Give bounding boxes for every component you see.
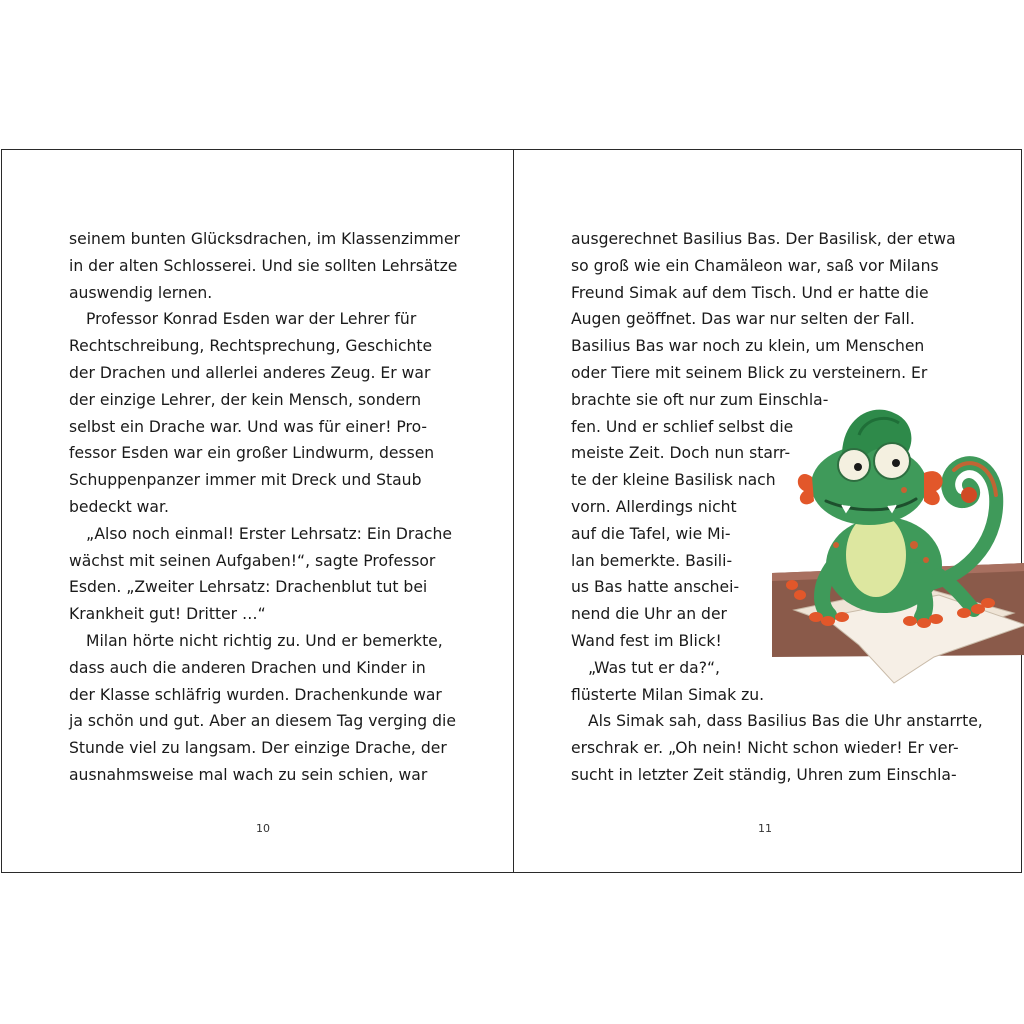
basilisk-illustration <box>764 395 1024 685</box>
text-line: Wand fest im Blick! <box>571 631 722 650</box>
text-line: vorn. Allerdings nicht <box>571 497 737 516</box>
left-page-text <box>69 226 460 789</box>
text-line: Augen geöffnet. Das war nur selten der Fall. <box>571 310 915 329</box>
text-line: fen. Und er schlief selbst die <box>571 417 794 436</box>
left-eye <box>838 449 870 481</box>
text-line: Freund Simak auf dem Tisch. Und er hatte die <box>571 283 929 302</box>
right-page <box>514 150 1023 872</box>
text-line: Schuppenpanzer immer mit Dreck und Staub <box>69 471 422 490</box>
text-line: „Was tut er da?“, <box>588 658 721 677</box>
right-frill <box>924 471 943 505</box>
text-line: seinem bunten Glücksdrachen, im Klassenzimmer <box>69 230 460 248</box>
text-line: flüsterte Milan Simak zu. <box>571 685 765 704</box>
text-line: erschrak er. „Oh nein! Nicht schon wieder! Er ver- <box>571 739 959 758</box>
text-line: Esden. „Zweiter Lehrsatz: Drachenblut tut bei <box>69 578 428 597</box>
text-line: so groß wie ein Chamäleon war, saß vor Milans <box>571 256 939 275</box>
belly <box>846 513 906 597</box>
text-line: der Drachen und allerlei anderes Zeug. Er war <box>69 363 431 382</box>
tail-tip <box>961 487 977 503</box>
text-line: ausnahmsweise mal wach zu sein schien, war <box>69 765 428 784</box>
text-line: dass auch die anderen Drachen und Kinder in <box>69 658 426 677</box>
text-line: auswendig lernen. <box>69 283 213 302</box>
text-line: in der alten Schlosserei. Und sie sollten Lehrsätze <box>69 256 458 275</box>
text-line: brachte sie oft nur zum Einschla- <box>571 390 829 409</box>
text-line: lan bemerkte. Basili- <box>571 551 733 570</box>
page-number: 11 <box>758 822 772 835</box>
text-line: fessor Esden war ein großer Lindwurm, dessen <box>69 444 435 463</box>
text-line: „Also noch einmal! Erster Lehrsatz: Ein Drache <box>86 524 452 543</box>
text-line: Stunde viel zu langsam. Der einzige Drache, der <box>69 739 447 758</box>
text-line: der Klasse schläfrig wurden. Drachenkunde war <box>69 685 442 704</box>
left-frill <box>798 474 814 504</box>
text-line: te der kleine Basilisk nach <box>571 471 776 490</box>
text-line: ausgerechnet Basilius Bas. Der Basilisk, der etwa <box>571 230 956 248</box>
text-line: wächst mit seinen Aufgaben!“, sagte Professor <box>69 551 436 570</box>
page-number: 10 <box>256 822 270 835</box>
text-line: oder Tiere mit seinem Blick zu versteinern. Er <box>571 363 928 382</box>
text-line: auf die Tafel, wie Mi- <box>571 524 731 543</box>
text-line: Milan hörte nicht richtig zu. Und er bemerkte, <box>86 631 443 650</box>
text-line: us Bas hatte anschei- <box>571 578 740 597</box>
text-line: nend die Uhr an der <box>571 605 727 624</box>
text-line: Als Simak sah, dass Basilius Bas die Uhr anstarrte, <box>588 712 983 731</box>
text-line: der einzige Lehrer, der kein Mensch, sondern <box>69 390 422 409</box>
text-line: Rechtschreibung, Rechtsprechung, Geschichte <box>69 337 433 356</box>
text-line: Professor Konrad Esden war der Lehrer für <box>86 310 417 329</box>
left-page <box>2 150 513 872</box>
text-line: ja schön und gut. Aber an diesem Tag verging die <box>69 712 456 731</box>
text-line: sucht in letzter Zeit ständig, Uhren zum Einschla- <box>571 765 957 784</box>
right-eye <box>874 443 910 479</box>
book-spread <box>1 149 1022 873</box>
left-pupil <box>854 463 862 471</box>
right-pupil <box>892 459 900 467</box>
text-line: Krankheit gut! Dritter …“ <box>69 605 266 624</box>
text-line: selbst ein Drache war. Und was für einer! Pro- <box>69 417 428 436</box>
text-line: Basilius Bas war noch zu klein, um Menschen <box>571 337 925 356</box>
text-line: meiste Zeit. Doch nun starr- <box>571 444 791 463</box>
text-line: bedeckt war. <box>69 497 169 516</box>
